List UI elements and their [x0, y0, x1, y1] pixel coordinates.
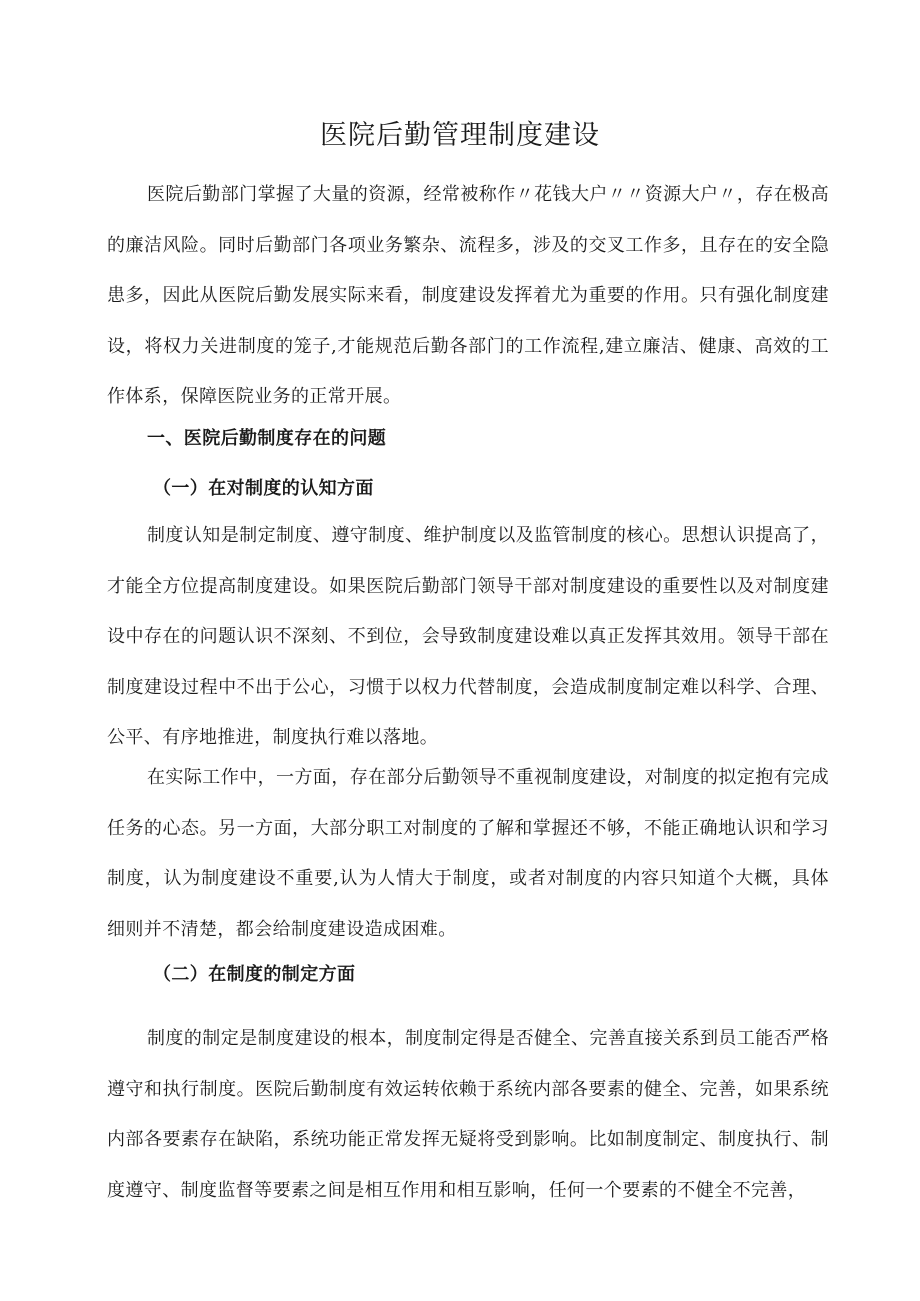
paragraph-formulation-1: 制度的制定是制度建设的根本，制度制定得是否健全、完善直接关系到员工能否严格遵守和执行制度。医院后勤制度有效运转依赖于系统内部各要素的健全、完善，如果系统内部各要素存在缺陷，系统功能正常发挥无疑将受到影响。比如制度制定、制度执行、制度遵守、制度监督等要素之间是相互作用和相互影响，任何一个要素的不健全不完善，	[107, 1028, 829, 1201]
intro-paragraph: 医院后勤部门掌握了大量的资源，经常被称作〃花钱大户〃〃资源大户〃，存在极高的廉洁风险。同时后勤部门各项业务繁杂、流程多，涉及的交叉工作多，且存在的安全隐患多，因此从医院后勤发展实际来看，制度建设发挥着尤为重要的作用。只有强化制度建设，将权力关进制度的笼子,才能规范后勤各部门的工作流程,建立廉洁、健康、高效的工作体系，保障医院业务的正常开展。	[107, 184, 829, 407]
subsection-heading-1: （一）在对制度的认知方面	[153, 478, 374, 499]
paragraph-cognition-2: 在实际工作中，一方面，存在部分后勤领导不重视制度建设，对制度的拟定抱有完成任务的心态。另一方面，大部分职工对制度的了解和掌握还不够，不能正确地认识和学习制度，认为制度建设不重要,认为人情大于制度，或者对制度的内容只知道个大概，具体细则并不清楚，都会给制度建设造成困难。	[107, 767, 829, 940]
section-heading: 一、医院后勤制度存在的问题	[147, 428, 387, 449]
document-title: 医院后勤管理制度建设	[320, 120, 600, 151]
paragraph-cognition-1: 制度认知是制定制度、遵守制度、维护制度以及监管制度的核心。思想认识提高了，才能全方位提高制度建设。如果医院后勤部门领导干部对制度建设的重要性以及对制度建设中存在的问题认识不深刻、不到位，会导致制度建设难以真正发挥其效用。领导干部在制度建设过程中不出于公心，习惯于以权力代替制度，会造成制度制定难以科学、合理、公平、有序地推进，制度执行难以落地。	[107, 525, 829, 748]
subsection-heading-2: （二）在制度的制定方面	[153, 964, 356, 985]
